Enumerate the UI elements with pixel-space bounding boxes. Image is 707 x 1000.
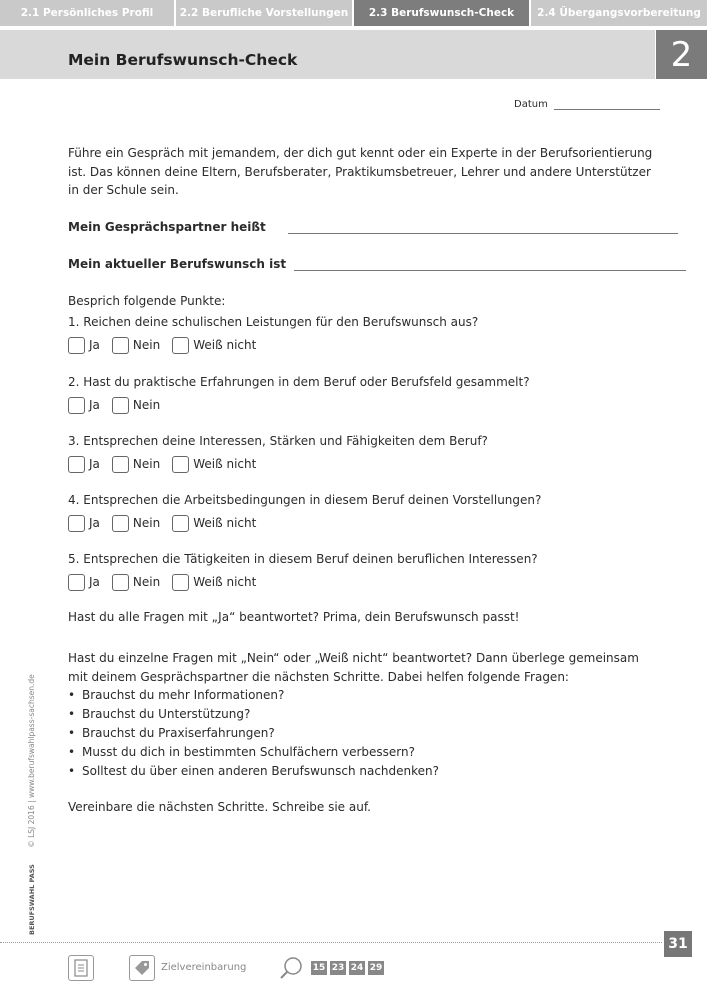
option-weiss-nicht[interactable]: Weiß nicht — [172, 574, 256, 591]
document-icon[interactable] — [68, 955, 94, 981]
checkbox[interactable] — [112, 337, 129, 354]
discuss-label: Besprich folgende Punkte: — [68, 294, 226, 308]
footer-label: Zielvereinbarung — [161, 962, 247, 973]
checkbox[interactable] — [68, 456, 85, 473]
reference-badge[interactable]: 24 — [350, 963, 364, 973]
tab-persoenliches-profil[interactable]: 2.1 Persönliches Profil — [0, 0, 176, 26]
reference-badge[interactable]: 23 — [331, 963, 345, 973]
date-field[interactable] — [514, 99, 660, 110]
question-text: 3. Entsprechen deine Interessen, Stärken und Fähigkeiten dem Beruf? — [68, 434, 488, 448]
option-ja[interactable]: Ja — [68, 337, 100, 354]
question-3 — [68, 432, 488, 473]
checkbox[interactable] — [68, 337, 85, 354]
option-ja[interactable]: Ja — [68, 456, 100, 473]
section-tabs — [0, 0, 707, 26]
checkbox[interactable] — [112, 456, 129, 473]
some-no-text: Hast du einzelne Fragen mit „Nein“ oder „Weiß nicht“ beantwortet? Dann überlege gemeinsam mit deinem Gesprächspartner die nächsten Schritte. Dabei helfen folgende Fragen: — [68, 651, 639, 684]
reference-badges — [311, 961, 387, 975]
question-5 — [68, 550, 538, 591]
question-1 — [68, 313, 478, 354]
all-yes-text: Hast du alle Fragen mit „Ja“ beantwortet? Prima, dein Berufswunsch passt! — [68, 610, 520, 624]
option-ja[interactable]: Ja — [68, 574, 100, 591]
question-text: 4. Entsprechen die Arbeitsbedingungen in diesem Beruf deinen Vorstellungen? — [68, 493, 542, 507]
wish-field[interactable] — [68, 257, 686, 271]
magnifier-icon[interactable] — [279, 955, 305, 981]
checkbox[interactable] — [172, 456, 189, 473]
tab-berufliche-vorstellungen[interactable]: 2.2 Berufliche Vorstellungen — [176, 0, 354, 26]
checkbox[interactable] — [172, 515, 189, 532]
partner-label: Mein Gesprächspartner heißt — [68, 220, 266, 234]
help-questions-list — [68, 686, 439, 781]
checkbox[interactable] — [172, 337, 189, 354]
option-weiss-nicht[interactable]: Weiß nicht — [172, 337, 256, 354]
tab-uebergangsvorbereitung[interactable]: 2.4 Übergangsvorbereitung — [531, 0, 707, 26]
chapter-number: 2 — [656, 30, 707, 79]
checkbox[interactable] — [112, 515, 129, 532]
list-item: • Solltest du über einen anderen Berufswunsch nachdenken? — [68, 762, 439, 781]
partner-field[interactable] — [68, 220, 678, 234]
date-label: Datum — [514, 99, 548, 110]
wish-label: Mein aktueller Berufswunsch ist — [68, 257, 287, 271]
option-ja[interactable]: Ja — [68, 397, 100, 414]
checkbox[interactable] — [112, 574, 129, 591]
tag-icon[interactable] — [129, 955, 155, 981]
closing-text: Vereinbare die nächsten Schritte. Schreibe sie auf. — [68, 800, 371, 814]
checkbox[interactable] — [68, 574, 85, 591]
reference-badge[interactable]: 15 — [312, 963, 326, 973]
page-title: Mein Berufswunsch-Check — [68, 51, 298, 69]
question-text: 5. Entsprechen die Tätigkeiten in diesem Beruf deinen beruflichen Interessen? — [68, 552, 538, 566]
footer-divider — [0, 942, 662, 943]
checkbox[interactable] — [68, 515, 85, 532]
question-4 — [68, 491, 541, 532]
wish-line[interactable] — [294, 258, 686, 271]
checkbox[interactable] — [112, 397, 129, 414]
option-nein[interactable]: Nein — [112, 397, 160, 414]
page-number: 31 — [664, 931, 692, 957]
list-item: • Musst du dich in bestimmten Schulfächern verbessern? — [68, 743, 439, 762]
option-nein[interactable]: Nein — [112, 574, 160, 591]
list-item: • Brauchst du Praxiserfahrungen? — [68, 724, 439, 743]
option-ja[interactable]: Ja — [68, 515, 100, 532]
question-2 — [68, 373, 530, 414]
checkbox[interactable] — [68, 397, 85, 414]
reference-badge[interactable]: 29 — [369, 963, 383, 973]
option-nein[interactable]: Nein — [112, 515, 160, 532]
intro-text: Führe ein Gespräch mit jemandem, der dich gut kennt oder ein Experte in der Berufsorientierung ist. Das können deine Eltern, Berufsberater, Praktikumsbetreuer, Lehrer und andere Unterstützer in der Schule sein. — [68, 146, 653, 197]
list-item: • Brauchst du Unterstützung? — [68, 705, 439, 724]
sidebar-credits — [27, 674, 36, 935]
brand-logo: BERUFSWAHL PASS — [28, 864, 36, 935]
question-text: 2. Hast du praktische Erfahrungen in dem Beruf oder Berufsfeld gesammelt? — [68, 375, 530, 389]
option-weiss-nicht[interactable]: Weiß nicht — [172, 456, 256, 473]
option-nein[interactable]: Nein — [112, 337, 160, 354]
checkbox[interactable] — [172, 574, 189, 591]
question-text: 1. Reichen deine schulischen Leistungen für den Berufswunsch aus? — [68, 315, 479, 329]
option-weiss-nicht[interactable]: Weiß nicht — [172, 515, 256, 532]
tab-berufswunsch-check[interactable]: 2.3 Berufswunsch-Check — [354, 0, 531, 26]
option-nein[interactable]: Nein — [112, 456, 160, 473]
copyright-text: © LSJ 2016 | www.berufswahlpass-sachsen.de — [27, 674, 36, 848]
partner-line[interactable] — [288, 221, 678, 234]
date-line[interactable] — [554, 100, 660, 110]
list-item: • Brauchst du mehr Informationen? — [68, 686, 439, 705]
